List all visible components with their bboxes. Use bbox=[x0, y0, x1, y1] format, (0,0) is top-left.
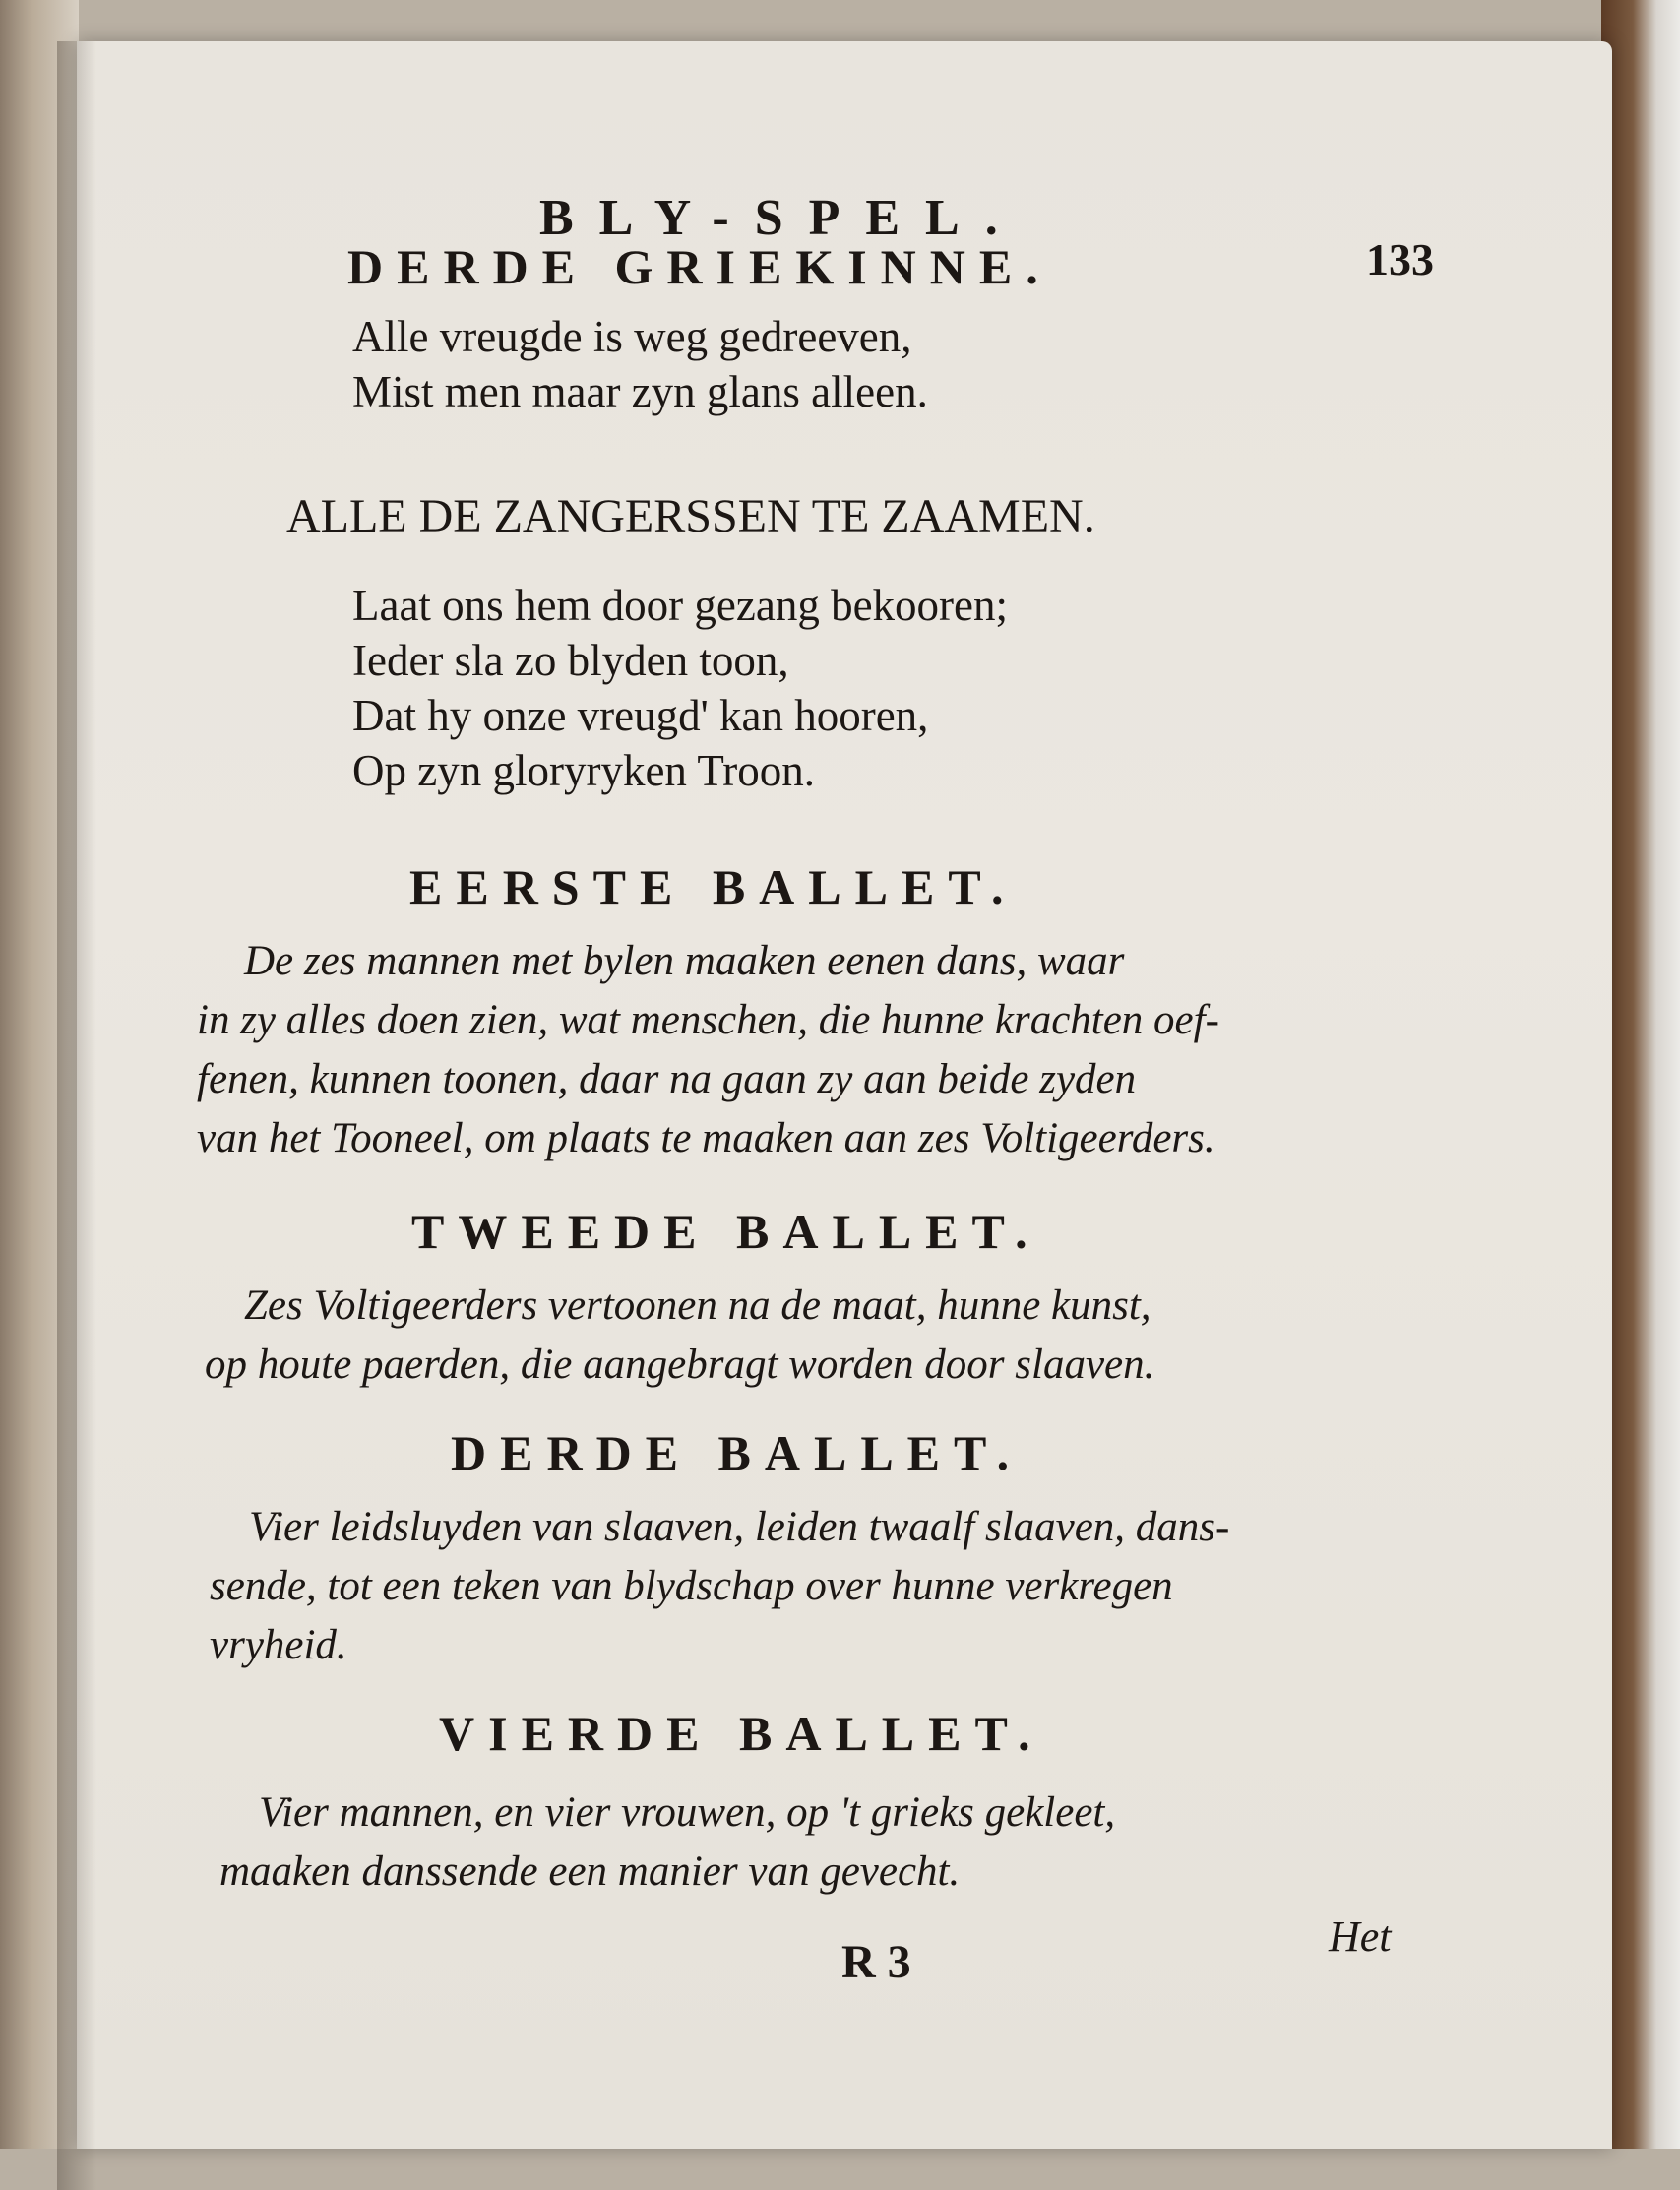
paragraph-line: fenen, kunnen toonen, daar na gaan zy aan beide zyden bbox=[197, 1056, 1137, 1102]
paragraph-line: Vier leidsluyden van slaaven, leiden twaalf slaaven, dans- bbox=[249, 1504, 1230, 1550]
verse-line: Mist men maar zyn glans alleen. bbox=[352, 367, 928, 416]
paragraph-line: sende, tot een teken van blydschap over hunne verkregen bbox=[210, 1563, 1173, 1609]
heading-alle-de-zangerssen: ALLE DE ZANGERSSEN TE ZAAMEN. bbox=[286, 490, 1095, 542]
book-page bbox=[77, 41, 1612, 2149]
running-title: BLY-SPEL. bbox=[539, 190, 1024, 246]
paragraph-line: Vier mannen, en vier vrouwen, op 't grieks gekleet, bbox=[259, 1789, 1116, 1836]
heading-derde-ballet: DERDE BALLET. bbox=[451, 1425, 1024, 1480]
verse-line: Op zyn gloryryken Troon. bbox=[352, 746, 815, 795]
verse-derde-griekinne bbox=[352, 309, 928, 419]
page-number: 133 bbox=[1366, 234, 1434, 284]
spine-shadow bbox=[57, 41, 96, 2190]
heading-eerste-ballet: EERSTE BALLET. bbox=[409, 859, 1018, 914]
verse-line: Ieder sla zo blyden toon, bbox=[352, 636, 789, 685]
paragraph-derde-ballet bbox=[210, 1498, 1229, 1675]
heading-tweede-ballet: TWEEDE BALLET. bbox=[411, 1204, 1041, 1259]
paragraph-line: op houte paerden, die aangebragt worden door slaaven. bbox=[205, 1342, 1155, 1388]
heading-derde-griekinne: DERDE GRIEKINNE. bbox=[347, 239, 1052, 294]
verse-line: Dat hy onze vreugd' kan hooren, bbox=[352, 691, 929, 740]
paragraph-line: maaken danssende een manier van gevecht. bbox=[219, 1848, 961, 1895]
verse-alle-de-zangerssen bbox=[352, 578, 1008, 798]
verse-line: Alle vreugde is weg gedreeven, bbox=[352, 312, 912, 361]
verse-line: Laat ons hem door gezang bekooren; bbox=[352, 581, 1009, 630]
heading-vierde-ballet: VIERDE BALLET. bbox=[439, 1706, 1044, 1761]
catchword: Het bbox=[1329, 1912, 1392, 1961]
paragraph-line: van het Tooneel, om plaats te maaken aan zes Voltigeerders. bbox=[197, 1115, 1215, 1161]
paragraph-line: in zy alles doen zien, wat menschen, die hunne krachten oef- bbox=[197, 997, 1219, 1043]
paragraph-vierde-ballet bbox=[219, 1783, 1115, 1902]
paragraph-eerste-ballet bbox=[197, 932, 1219, 1168]
paragraph-tweede-ballet bbox=[205, 1277, 1154, 1395]
paragraph-line: vryheid. bbox=[210, 1622, 347, 1668]
paragraph-line: Zes Voltigeerders vertoonen na de maat, hunne kunst, bbox=[244, 1283, 1151, 1329]
paragraph-line: De zes mannen met bylen maaken eenen dans, waar bbox=[244, 938, 1125, 984]
signature-mark: R 3 bbox=[841, 1936, 911, 1988]
book-fore-edge bbox=[1601, 0, 1680, 2149]
